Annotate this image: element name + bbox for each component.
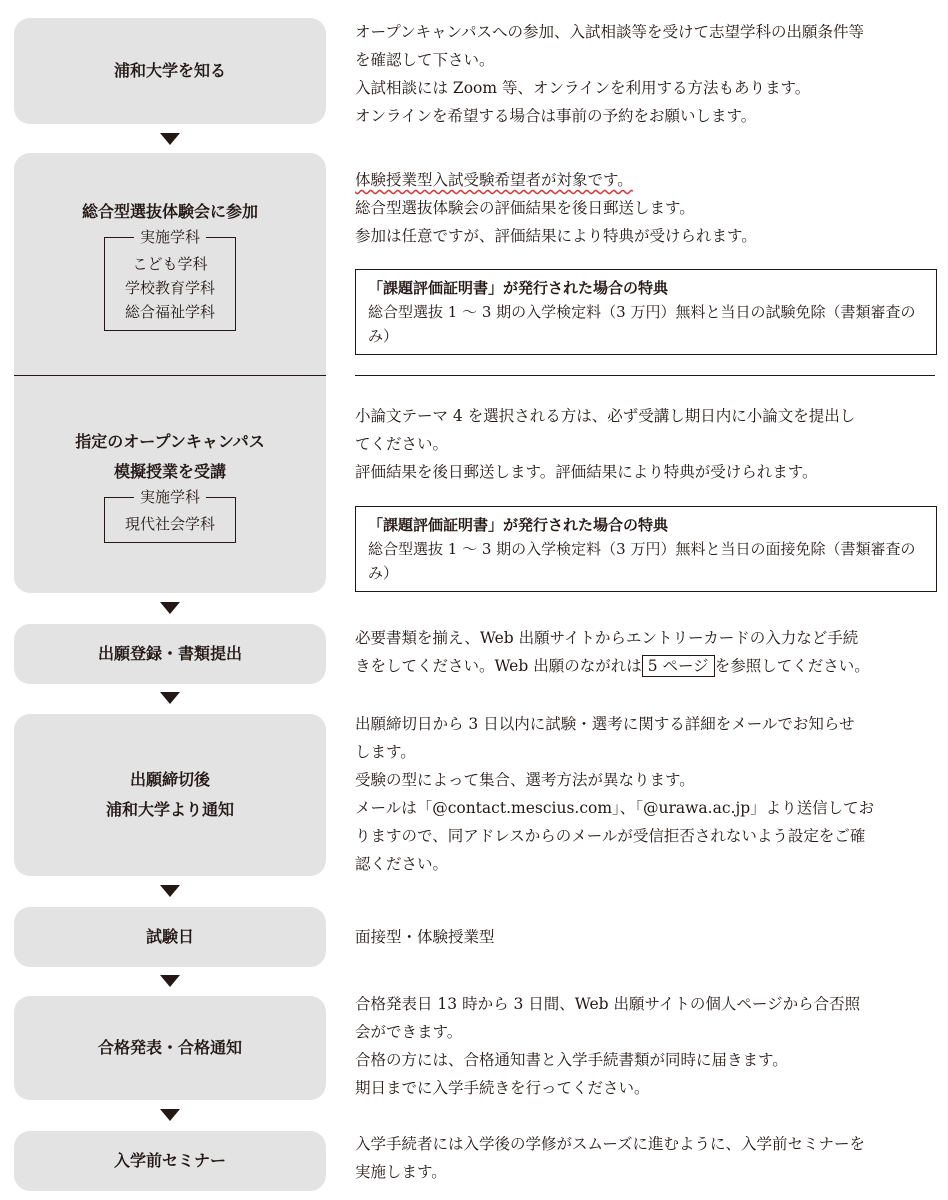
department-frame	[104, 487, 236, 543]
down-arrow-icon	[160, 975, 180, 987]
down-arrow-icon	[160, 1109, 180, 1121]
step-2-desc-line: 参加は任意ですが、評価結果により特典が受けられます。	[355, 227, 757, 245]
department-frame	[104, 228, 236, 331]
step-7-box	[14, 996, 326, 1100]
step-1-desc-line: オープンキャンパスへの参加、入試相談等を受けて志望学科の出願条件等	[355, 23, 865, 41]
down-arrow-icon	[160, 692, 180, 704]
step-7-desc-line: 会ができます。	[355, 1023, 463, 1041]
step-3-desc-line: てください。	[355, 435, 449, 453]
step-5-desc-line: 受験の型によって集合、選考方法が異なります。	[355, 771, 695, 789]
department-item: こども学科	[132, 255, 208, 273]
step-1-desc-line: 入試相談には Zoom 等、オンラインを利用する方法もあります。	[355, 79, 811, 97]
section-divider	[355, 375, 935, 376]
down-arrow-icon	[160, 602, 180, 614]
step-3-box	[14, 376, 326, 593]
step-4-box	[14, 624, 326, 684]
step-8-box	[14, 1131, 326, 1191]
department-item: 総合福祉学科	[124, 303, 215, 321]
step-2-box	[14, 153, 326, 375]
step-1-desc-line: オンラインを希望する場合は事前の予約をお願いします。	[355, 107, 757, 125]
step-7-desc-line: 合格の方には、合格通知書と入学手続書類が同時に届きます。	[355, 1051, 788, 1069]
page-reference-link[interactable]: 5 ページ	[642, 655, 715, 677]
step-7-desc-line: 合格発表日 13 時から 3 日間、Web 出願サイトの個人ページから合否照	[355, 995, 861, 1013]
step-4-title: 出願登録・書類提出	[97, 644, 242, 663]
step-5-desc-line: 認ください。	[355, 855, 449, 873]
step-4-description	[355, 624, 935, 680]
step-6-description	[355, 923, 935, 951]
step-1-box	[14, 18, 326, 124]
benefit-box	[355, 269, 937, 355]
step-5-desc-line: りますので、同アドレスからのメールが受信拒否されないよう設定をご確	[355, 827, 866, 845]
step-5-desc-line: 出願締切日から 3 日以内に試験・選考に関する詳細をメールでお知らせ	[355, 715, 855, 733]
department-item: 現代社会学科	[124, 514, 215, 533]
step-3-title-line: 指定のオープンキャンパス	[75, 431, 265, 451]
benefit-box	[355, 506, 937, 592]
step-5-title-line: 出願締切後	[129, 770, 210, 789]
step-3-desc-line: 評価結果を後日郵送します。評価結果により特典が受けられます。	[355, 463, 818, 481]
step-8-desc-line: 実施します。	[355, 1163, 447, 1181]
step-4-desc-line: 必要書類を揃え、Web 出願サイトからエントリーカードの入力など手続	[355, 629, 859, 647]
step-1-description	[355, 18, 935, 130]
step-7-title: 合格発表・合格通知	[97, 1038, 242, 1057]
department-frame-title: 実施学科	[134, 227, 206, 247]
step-3-title-line: 模擬授業を受講	[113, 461, 226, 481]
step-6-title: 試験日	[145, 927, 194, 946]
step-1-title: 浦和大学を知る	[113, 61, 226, 80]
step-3-desc-line: 小論文テーマ 4 を選択される方は、必ず受講し期日内に小論文を提出し	[355, 407, 856, 425]
step-8-desc-line: 入学手続者には入学後の学修がスムーズに進むように、入学前セミナーを	[355, 1135, 865, 1153]
step-3-description	[355, 402, 935, 486]
step-6-box	[14, 907, 326, 967]
target-note: 体験授業型入試受験希望者が対象です。	[355, 171, 633, 189]
step-5-description	[355, 710, 935, 878]
step-2-description	[355, 166, 935, 250]
down-arrow-icon	[160, 885, 180, 897]
down-arrow-icon	[160, 133, 180, 145]
step-2-desc-line: 総合型選抜体験会の評価結果を後日郵送します。	[355, 199, 695, 217]
step-5-desc-line: します。	[355, 743, 416, 761]
step-8-title: 入学前セミナー	[113, 1151, 226, 1170]
benefit-title: 「課題評価証明書」が発行された場合の特典	[368, 516, 669, 534]
department-item: 学校教育学科	[124, 279, 215, 297]
department-frame-title: 実施学科	[134, 487, 206, 507]
step-7-desc-line: 期日までに入学手続きを行ってください。	[355, 1079, 650, 1097]
step-5-desc-line: メールは「@contact.mescius.com」、「@urawa.ac.jp」より送信してお	[355, 799, 875, 817]
step-5-title-line: 浦和大学より通知	[105, 800, 234, 819]
benefit-body: 総合型選抜 1 ～ 3 期の入学検定料（3 万円）無料と当日の試験免除（書類審査のみ）	[368, 303, 916, 345]
step-1-desc-line: を確認して下さい。	[355, 51, 495, 69]
step-4-desc-text: を参照してください。	[714, 657, 870, 675]
step-2-title: 総合型選抜体験会に参加	[81, 202, 258, 221]
step-7-description	[355, 990, 935, 1102]
benefit-title: 「課題評価証明書」が発行された場合の特典	[368, 279, 669, 297]
step-4-desc-text: きをしてください。Web 出願のながれは	[355, 657, 642, 675]
step-8-description	[355, 1130, 935, 1186]
step-6-desc-line: 面接型・体験授業型	[355, 928, 495, 946]
benefit-body: 総合型選抜 1 ～ 3 期の入学検定料（3 万円）無料と当日の面接免除（書類審査のみ）	[368, 540, 916, 582]
step-5-box	[14, 714, 326, 876]
